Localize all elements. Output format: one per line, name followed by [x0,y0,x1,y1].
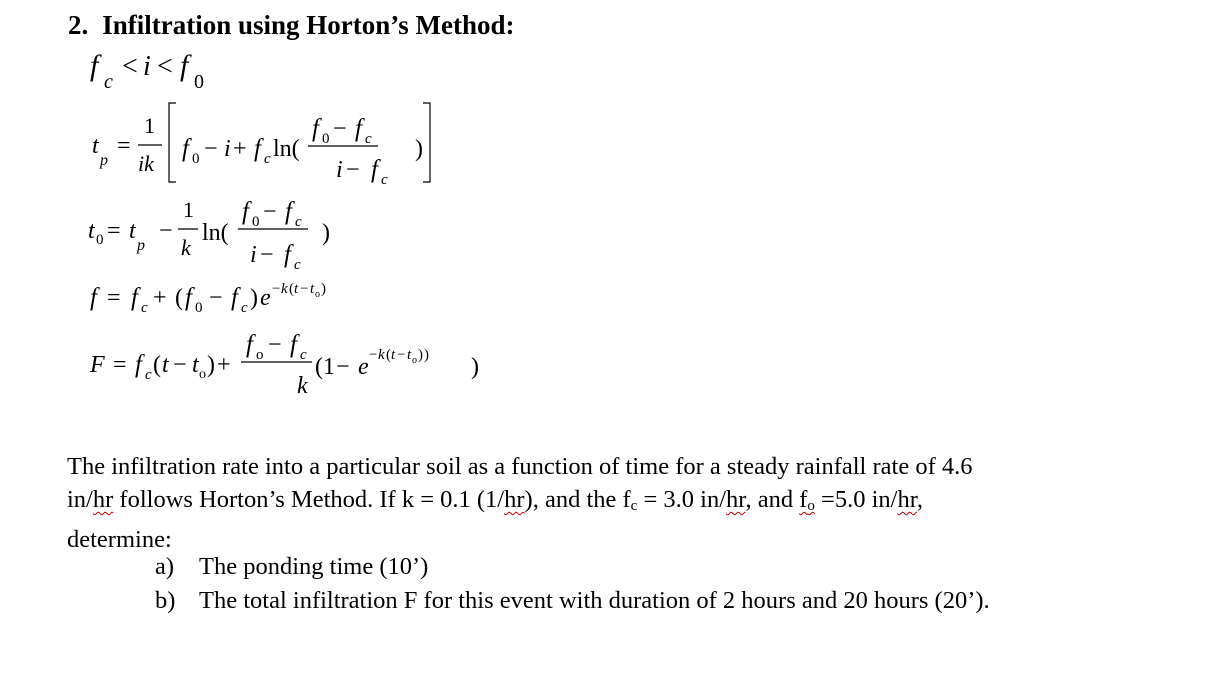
svg-text:f: f [285,198,292,225]
svg-text:i: i [250,242,257,268]
svg-text:+: + [217,352,231,378]
svg-text:): ) [418,347,423,363]
svg-text:p: p [137,237,145,254]
problem-line-2: in/hr follows Horton’s Method. If k = 0.1 (1/hr), and the $f_c = 3.0$ in/hr, and $f_o =5.0$ in/hr, [67,486,924,514]
svg-text:o: o [256,347,264,363]
problem-line-3: determine: [67,526,172,553]
svg-text:(: ( [153,352,161,378]
svg-text:): ) [250,285,258,311]
svg-text:<: < [157,51,173,82]
equation-infiltration-rate [90,281,326,316]
svg-text:): ) [321,281,326,297]
svg-text:+: + [233,136,247,162]
svg-text:−: − [268,332,282,358]
svg-text:f: f [254,135,261,162]
svg-text:t: t [310,281,315,297]
svg-text:f: f [182,135,189,162]
svg-text:c: c [141,300,148,316]
svg-text:1: 1 [144,113,155,138]
svg-text:(1: (1 [315,354,335,380]
equation-condition [90,49,204,93]
svg-text:f: f [180,49,189,82]
svg-text:i: i [336,157,343,183]
svg-text:(: ( [175,285,183,311]
svg-text:0: 0 [194,71,204,93]
svg-text:c: c [295,214,302,230]
svg-text:f: f [90,284,97,311]
svg-text:i: i [143,51,151,82]
svg-text:−: − [204,136,218,162]
svg-text:f: f [90,49,99,82]
svg-text:f: f [231,284,238,311]
svg-text:1: 1 [183,197,194,222]
svg-text:=: = [107,285,121,311]
svg-text:0: 0 [192,151,200,167]
svg-text:e: e [358,354,369,380]
svg-text:): ) [207,352,215,378]
svg-text:f: f [371,156,378,183]
svg-text:k: k [281,281,288,297]
svg-text:t: t [294,281,299,297]
svg-text:k: k [378,347,385,363]
svg-text:(: ( [289,281,294,297]
list-item [155,584,990,618]
svg-text:ln(: ln( [202,220,229,246]
svg-text:−: − [397,347,406,363]
svg-text:o: o [412,355,417,366]
svg-text:e: e [260,285,271,311]
svg-text:t: t [129,218,136,244]
svg-text:−: − [346,157,360,183]
spell-flag: hr [897,486,917,513]
svg-text:f: f [242,198,249,225]
svg-text:−: − [336,354,350,380]
svg-text:f: f [185,284,192,311]
svg-text:f: f [246,331,253,358]
svg-text:=: = [113,352,127,378]
spell-flag: $f_o$ [799,486,815,514]
svg-text:k: k [297,373,308,399]
svg-text:p: p [100,152,108,169]
svg-text:−: − [209,285,223,311]
svg-text:−: − [260,242,274,268]
svg-text:t: t [88,218,95,244]
svg-text:i: i [224,136,231,162]
svg-text:−: − [300,281,309,297]
problem-line-1: The infiltration rate into a particular soil as a function of time for a steady rainfall rate of 4.6 [67,453,973,480]
spell-flag: hr [92,486,114,513]
svg-text:o: o [199,367,206,382]
svg-text:t: t [192,352,199,378]
svg-text:−: − [159,218,173,244]
svg-text:): ) [424,347,429,363]
svg-text:c: c [300,347,307,363]
svg-text:−: − [333,116,347,142]
svg-text:f: f [131,284,138,311]
svg-text:f: f [355,115,362,142]
svg-text:t: t [407,347,412,363]
svg-text:c: c [381,172,388,188]
svg-text:t: t [92,133,99,159]
svg-text:t: t [391,347,396,363]
section-number: 2. [68,10,89,40]
svg-text:ik: ik [138,151,154,176]
equation-ponding-time [92,103,430,188]
svg-text:c: c [264,151,271,167]
svg-text:−: − [173,352,187,378]
svg-text:<: < [122,51,138,82]
svg-text:c: c [104,71,113,93]
svg-text:f: f [290,331,297,358]
svg-text:0: 0 [252,214,260,230]
list-marker: b) [155,587,176,614]
svg-text:c: c [294,257,301,273]
svg-text:c: c [145,367,152,383]
svg-text:c: c [365,131,372,147]
svg-text:): ) [322,220,330,246]
svg-text:): ) [415,136,423,162]
svg-text:f: f [312,115,319,142]
svg-text:f: f [284,241,291,268]
svg-text:0: 0 [322,131,330,147]
svg-text:(: ( [386,347,391,363]
svg-text:k: k [181,235,191,260]
svg-text:f: f [135,351,142,378]
task-list [155,550,990,618]
svg-text:−: − [369,347,378,363]
spell-flag: hr [726,486,746,513]
svg-text:c: c [241,300,248,316]
spell-flag: hr [504,486,525,513]
svg-text:0: 0 [195,300,203,316]
svg-text:0: 0 [96,232,104,248]
list-item [155,550,990,584]
svg-text:ln(: ln( [273,136,300,162]
svg-text:=: = [117,133,131,159]
list-marker: a) [155,553,175,580]
list-item-text: The ponding time (10’) [199,553,429,580]
svg-text:+: + [153,285,167,311]
equation-cumulative-infiltration [89,331,479,399]
list-item-text: The total infiltration F for this event with duration of 2 hours and 20 hours (20’). [199,587,990,614]
svg-text:): ) [471,354,479,380]
svg-text:−: − [263,199,277,225]
svg-text:=: = [107,218,121,244]
svg-text:−: − [272,281,281,297]
section-title: Infiltration using Horton’s Method: [102,10,515,40]
svg-text:F: F [90,352,105,378]
problem-statement [67,450,1167,556]
equation-time-offset [88,197,330,273]
svg-text:t: t [162,352,169,378]
svg-text:o: o [315,289,320,300]
